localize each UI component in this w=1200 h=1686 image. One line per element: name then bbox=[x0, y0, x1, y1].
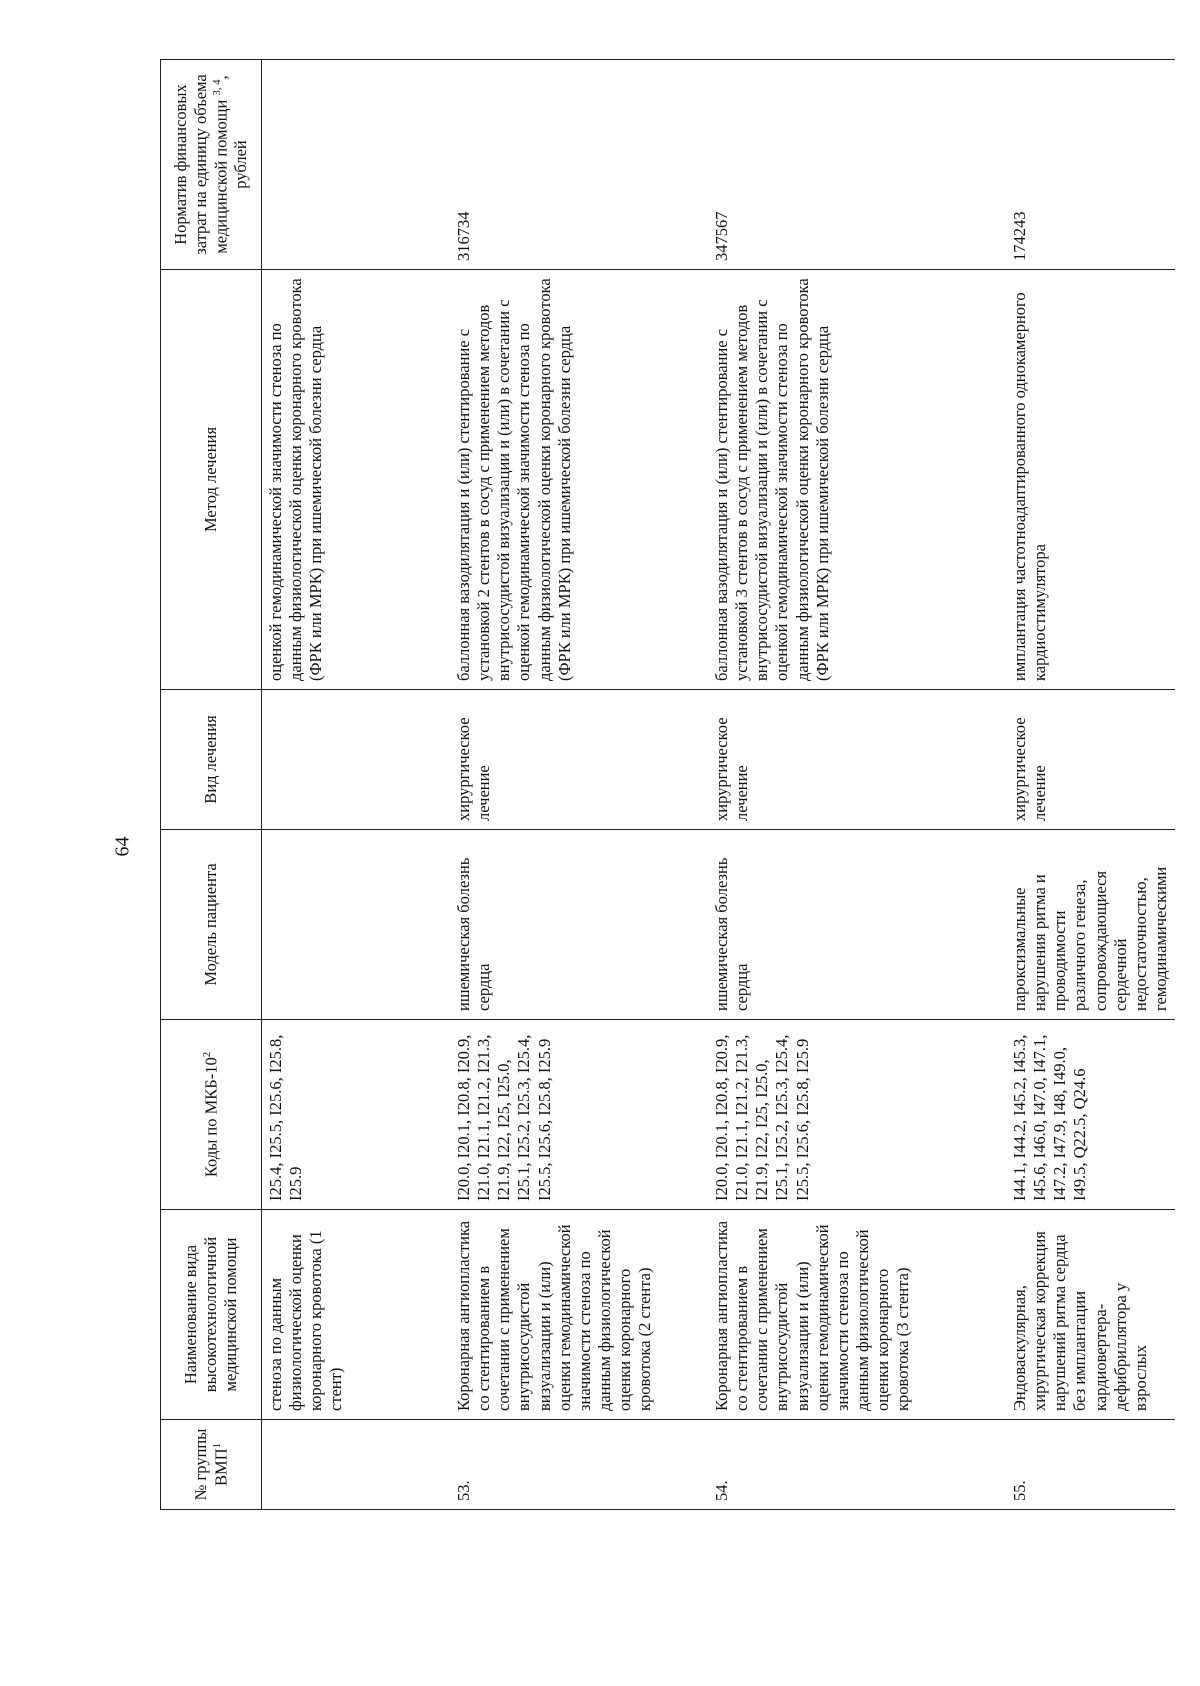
row-number: 55. bbox=[1006, 1420, 1175, 1510]
header-patient-model: Модель пациента bbox=[161, 830, 262, 1020]
row-model: ишемическая болезнь сердца bbox=[450, 830, 708, 1020]
row-name: Коронарная ангиопластика со стентированием в сочетании с применением внутрисосудистой визуализации и (или) оценки гемодинамической значимости стеноза по данным физиологической оценки коронарного кровотока (3 стента) bbox=[708, 1210, 1006, 1420]
row-codes: I20.0, I20.1, I20.8, I20.9, I21.0, I21.1, I21.2, I21.3, I21.9, I22, I25, I25.0, I25.1, I25.2, I25.3, I25.4, I25.5, I25.6, I25.8, I25.9 bbox=[708, 1020, 1006, 1210]
row-codes: I20.0, I20.1, I20.8, I20.9, I21.0, I21.1, I21.2, I21.3, I21.9, I22, I25, I25.0, I25.1, I25.2, I25.3, I25.4, I25.5, I25.6, I25.8, I25.9 bbox=[450, 1020, 708, 1210]
row-codes: I25.4, I25.5, I25.6, I25.8, I25.9 bbox=[262, 1020, 451, 1210]
row-number: 53. bbox=[450, 1420, 708, 1510]
row-codes: I44.1, I44.2, I45.2, I45.3, I45.6, I46.0, I47.0, I47.1, I47.2, I47.9, I48, I49.0, I49.5, Q22.5, Q24.6 bbox=[1006, 1020, 1175, 1210]
row-cost: 316734 bbox=[450, 60, 708, 270]
row-number: 54. bbox=[708, 1420, 1006, 1510]
row-number bbox=[262, 1420, 451, 1510]
header-codes: Коды по МКБ-$10^2$ bbox=[161, 1020, 262, 1210]
row-method: имплантация частотноадаптированного однокамерного кардиостимулятора bbox=[1006, 270, 1175, 690]
row-method: оценкой гемодинамической значимости стеноза по данным физиологической оценки коронарного кровотока (ФРК или МРК) при ишемической болезни сердца bbox=[262, 270, 451, 690]
row-cost bbox=[262, 60, 451, 270]
row-model: ишемическая болезнь сердца bbox=[708, 830, 1006, 1020]
table-row bbox=[262, 60, 451, 1510]
table-row bbox=[450, 60, 708, 1510]
header-cost-standard: Норматив финансовых затрат на единицу объема медицинской помощи $^{3, 4}$, рублей bbox=[161, 60, 262, 270]
row-method: баллонная вазодилятация и (или) стентирование с установкой 3 стентов в сосуд с применением методов внутрисосудистой визуализации и (или) в сочетании с оценкой гемодинамической значимости стеноза по данным физиологической оценки коронарного кровотока (ФРК или МРК) при ишемической болезни сердца bbox=[708, 270, 1006, 690]
rotated-table-area bbox=[160, 60, 1200, 1510]
header-name: Наименование вида высокотехнологичной медицинской помощи bbox=[161, 1210, 262, 1420]
row-method: баллонная вазодилятация и (или) стентирование с установкой 2 стентов в сосуд с применением методов внутрисосудистой визуализации и (или) в сочетании с оценкой гемодинамической значимости стеноза по данным физиологической оценки коронарного кровотока (ФРК или МРК) при ишемической болезни сердца bbox=[450, 270, 708, 690]
row-type: хирургическое лечение bbox=[708, 690, 1006, 830]
row-cost: 174243 bbox=[1006, 60, 1175, 270]
row-type bbox=[262, 690, 451, 830]
row-name: стеноза по данным физиологической оценки коронарного кровотока (1 стент) bbox=[262, 1210, 451, 1420]
table-row bbox=[1006, 60, 1175, 1510]
row-name: Эндоваскулярная, хирургическая коррекция нарушений ритма сердца без имплантации кардиовертера-дефибриллятора у взрослых bbox=[1006, 1210, 1175, 1420]
table-header-row bbox=[161, 60, 262, 1510]
row-cost: 347567 bbox=[708, 60, 1006, 270]
row-model bbox=[262, 830, 451, 1020]
row-model: пароксизмальные нарушения ритма и проводимости различного генеза, сопровождающиеся сердечной недостаточностью, гемодинамическими bbox=[1006, 830, 1175, 1020]
row-type: хирургическое лечение bbox=[1006, 690, 1175, 830]
vmp-table bbox=[160, 59, 1175, 1510]
row-type: хирургическое лечение bbox=[450, 690, 708, 830]
header-treatment-method: Метод лечения bbox=[161, 270, 262, 690]
header-treatment-type: Вид лечения bbox=[161, 690, 262, 830]
page-number: 64 bbox=[111, 836, 134, 857]
row-name: Коронарная ангиопластика со стентированием в сочетании с применением внутрисосудистой визуализации и (или) оценки гемодинамической значимости стеноза по данным физиологической оценки коронарного кровотока (2 стента) bbox=[450, 1210, 708, 1420]
table-wrapper bbox=[160, 60, 1200, 1510]
header-group-number: № группы ВМП$^1$ bbox=[161, 1420, 262, 1510]
table-row bbox=[708, 60, 1006, 1510]
